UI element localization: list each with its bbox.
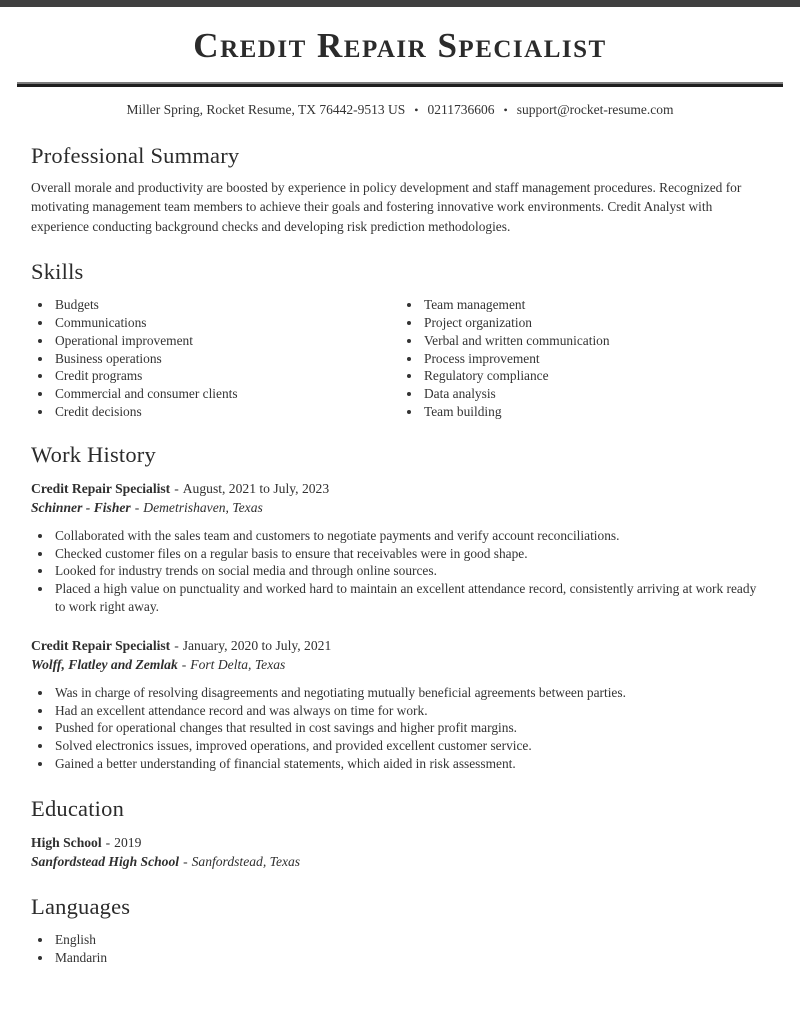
job-title-line xyxy=(31,479,769,499)
professional-summary-text: Overall morale and productivity are boosted by experience in policy development and staff management procedures. Recognized for motivating management team members to achieve their goals and fostering innovative work environments. Credit Analyst with experience conducting background checks and developing risk prediction methodologies. xyxy=(31,180,742,234)
job-company: Wolff, Flatley and Zemlak xyxy=(31,657,178,673)
contact-separator: • xyxy=(414,103,419,117)
skills-list-left xyxy=(31,296,400,421)
skill-item: • Process improvement xyxy=(422,350,769,368)
job-company-line xyxy=(31,498,769,518)
dash-separator: - xyxy=(174,637,179,653)
job-location: Demetrishaven, Texas xyxy=(143,500,263,516)
education-year: 2019 xyxy=(114,834,142,850)
resume-title: Credit Repair Specialist xyxy=(193,26,607,65)
section-languages xyxy=(31,892,769,967)
education-heading: Education xyxy=(31,795,125,821)
skill-item: • Communications xyxy=(53,314,400,332)
skill-item: • Data analysis xyxy=(422,385,769,403)
section-professional-summary xyxy=(31,141,769,236)
education-degree: High School xyxy=(31,834,102,850)
skill-item: • Credit programs xyxy=(53,367,400,385)
skill-item: • Business operations xyxy=(53,350,400,368)
dash-separator: - xyxy=(105,834,111,850)
contact-phone: 0211736606 xyxy=(427,102,495,117)
job-duty: • Pushed for operational changes that resulted in cost savings and higher profit margins. xyxy=(53,719,769,737)
job-duty: • Was in charge of resolving disagreements and negotiating mutually beneficial agreements between parties. xyxy=(53,684,769,702)
contact-line xyxy=(0,102,800,118)
job-duties-list xyxy=(31,527,769,616)
education-entry xyxy=(31,833,769,872)
education-school-line xyxy=(31,852,769,872)
job-duty: • Solved electronics issues, improved operations, and provided excellent customer service. xyxy=(53,737,769,755)
skill-item: • Project organization xyxy=(422,314,769,332)
job-dates: January, 2020 to July, 2021 xyxy=(182,637,332,653)
job-company-line xyxy=(31,655,769,675)
languages-heading: Languages xyxy=(31,893,131,919)
skill-item: • Team building xyxy=(422,403,769,421)
section-skills xyxy=(31,257,769,421)
job-duty: • Gained a better understanding of financial statements, which aided in risk assessment. xyxy=(53,755,769,773)
contact-address: Miller Spring, Rocket Resume, TX 76442-9513 US xyxy=(126,102,406,117)
education-degree-line xyxy=(31,833,769,853)
resume-body xyxy=(0,141,800,966)
job-title: Credit Repair Specialist xyxy=(31,480,171,496)
contact-email: support@rocket-resume.com xyxy=(516,102,674,117)
education-school: Sanfordstead High School xyxy=(31,854,180,870)
dash-separator: - xyxy=(134,500,140,516)
dash-separator: - xyxy=(181,657,187,673)
languages-list xyxy=(31,931,769,967)
job-duty: • Collaborated with the sales team and customers to negotiate payments and verify account reconciliations. xyxy=(53,527,769,545)
skill-item: • Commercial and consumer clients xyxy=(53,385,400,403)
skill-item: • Team management xyxy=(422,296,769,314)
skill-item: • Credit decisions xyxy=(53,403,400,421)
dash-separator: - xyxy=(183,854,188,870)
job-duty: • Placed a high value on punctuality and worked hard to maintain an excellent attendance record, consistently arriving at work ready to work right away. xyxy=(53,580,769,616)
skill-item: • Verbal and written communication xyxy=(422,332,769,350)
job-entry xyxy=(31,636,769,773)
job-duty: • Looked for industry trends on social media and through online sources. xyxy=(53,562,769,580)
job-company: Schinner - Fisher xyxy=(31,500,131,516)
language-item: • Mandarin xyxy=(53,949,769,967)
job-title-line xyxy=(31,636,769,656)
professional-summary-heading: Professional Summary xyxy=(31,143,240,168)
contact-separator: • xyxy=(503,103,508,117)
section-education xyxy=(31,794,769,872)
header-divider xyxy=(17,82,783,87)
job-duty: • Checked customer files on a regular basis to ensure that receivables were in good shape. xyxy=(53,545,769,563)
job-dates: August, 2021 to July, 2023 xyxy=(182,480,330,496)
job-duties-list xyxy=(31,684,769,773)
language-item: • English xyxy=(53,931,769,949)
section-work-history xyxy=(31,440,769,773)
skills-columns xyxy=(31,296,769,421)
education-location: Sanfordstead, Texas xyxy=(191,854,301,870)
skill-item: • Budgets xyxy=(53,296,400,314)
job-duty: • Had an excellent attendance record and was always on time for work. xyxy=(53,702,769,720)
skills-heading: Skills xyxy=(31,259,84,285)
skill-item: • Operational improvement xyxy=(53,332,400,350)
skills-list-right xyxy=(400,296,769,421)
skill-item: • Regulatory compliance xyxy=(422,367,769,385)
job-title: Credit Repair Specialist xyxy=(31,637,171,653)
page-top-bar xyxy=(0,0,800,7)
dash-separator: - xyxy=(174,480,179,496)
work-history-heading: Work History xyxy=(31,441,156,467)
job-location: Fort Delta, Texas xyxy=(190,657,286,673)
job-entry xyxy=(31,479,769,616)
